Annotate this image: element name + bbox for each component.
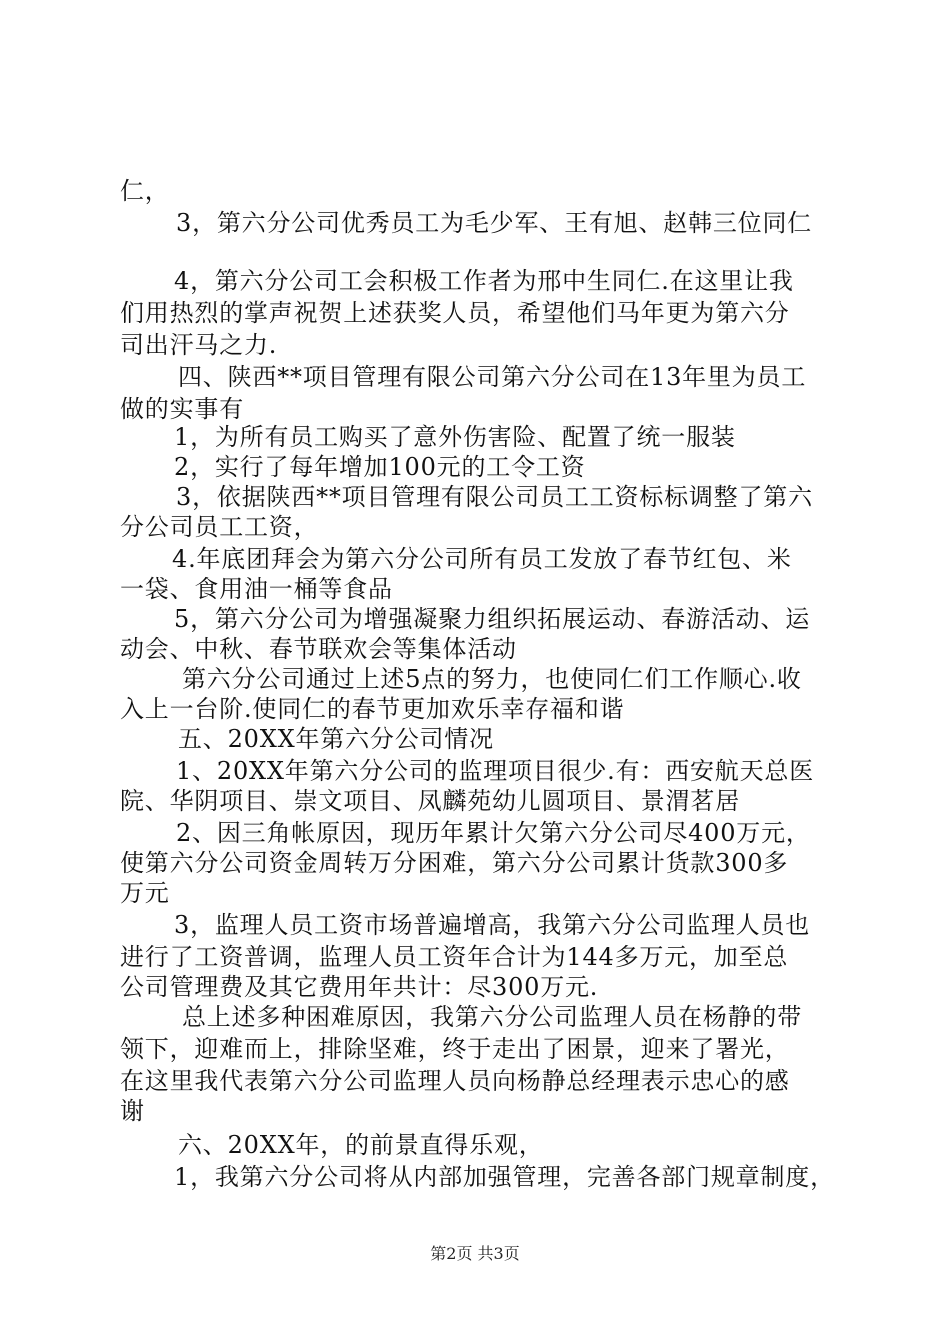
text-line-17: 入上一台阶.使同仁的春节更加欢乐幸存福和谐 <box>120 695 625 723</box>
text-line-20: 院、华阴项目、崇文项目、凤麟苑幼儿圆项目、景渭茗居 <box>120 787 740 815</box>
text-line-23: 万元 <box>120 879 170 907</box>
text-line-25: 进行了工资普调，监理人员工资年合计为144多万元，加至总 <box>120 943 789 971</box>
text-line-22: 使第六分公司资金周转万分困难，第六分公司累计货款300多 <box>120 849 789 877</box>
text-line-24: 3，监理人员工资市场普遍增高，我第六分公司监理人员也 <box>174 911 811 939</box>
text-line-13: 一袋、食用油一桶等食品 <box>120 575 393 603</box>
text-line-4: 们用热烈的掌声祝贺上述获奖人员，希望他们马年更为第六分 <box>120 299 790 327</box>
text-line-7: 做的实事有 <box>120 395 244 423</box>
text-line-31: 六、20XX年，的前景直得乐观， <box>178 1131 544 1159</box>
text-line-2: 3，第六分公司优秀员工为毛少军、王有旭、赵韩三位同仁 <box>176 209 813 237</box>
text-line-8: 1，为所有员工购买了意外伤害险、配置了统一服装 <box>174 423 736 451</box>
text-line-29: 在这里我代表第六分公司监理人员向杨静总经理表示忠心的感 <box>120 1067 790 1095</box>
text-line-27: 总上述多种困难原因，我第六分公司监理人员在杨静的带 <box>182 1003 802 1031</box>
text-line-3: 4，第六分公司工会积极工作者为邢中生同仁.在这里让我 <box>174 267 794 295</box>
text-line-6: 四、陕西**项目管理有限公司第六分公司在13年里为员工 <box>178 363 807 391</box>
text-line-18: 五、20XX年第六分公司情况 <box>178 725 494 753</box>
text-line-28: 领下，迎难而上，排除坚难，终于走出了困景，迎来了署光， <box>120 1035 790 1063</box>
text-line-32: 1，我第六分公司将从内部加强管理，完善各部门规章制度， <box>174 1163 835 1191</box>
text-line-19: 1、20XX年第六分公司的监理项目很少.有：西安航天总医 <box>176 757 815 785</box>
text-line-1: 仁， <box>120 177 170 205</box>
page-number-footer: 第2页 共3页 <box>430 1244 520 1263</box>
text-line-16: 第六分公司通过上述5点的努力，也使同仁们工作顺心.收 <box>182 665 802 693</box>
text-line-30: 谢 <box>120 1097 145 1125</box>
text-line-21: 2、因三角帐原因，现历年累计欠第六分公司尽400万元， <box>176 819 811 847</box>
text-line-15: 动会、中秋、春节联欢会等集体活动 <box>120 635 517 663</box>
text-line-26: 公司管理费及其它费用年共计：尽300万元. <box>120 973 599 1001</box>
text-line-14: 5，第六分公司为增强凝聚力组织拓展运动、春游活动、运 <box>174 605 811 633</box>
text-line-11: 分公司员工工资， <box>120 513 319 541</box>
text-line-10: 3，依据陕西**项目管理有限公司员工工资标标调整了第六 <box>176 483 813 511</box>
text-line-9: 2，实行了每年增加100元的工令工资 <box>174 453 586 481</box>
text-line-5: 司出汗马之力. <box>120 331 278 359</box>
text-line-12: 4.年底团拜会为第六分公司所有员工发放了春节红包、米 <box>172 545 792 573</box>
